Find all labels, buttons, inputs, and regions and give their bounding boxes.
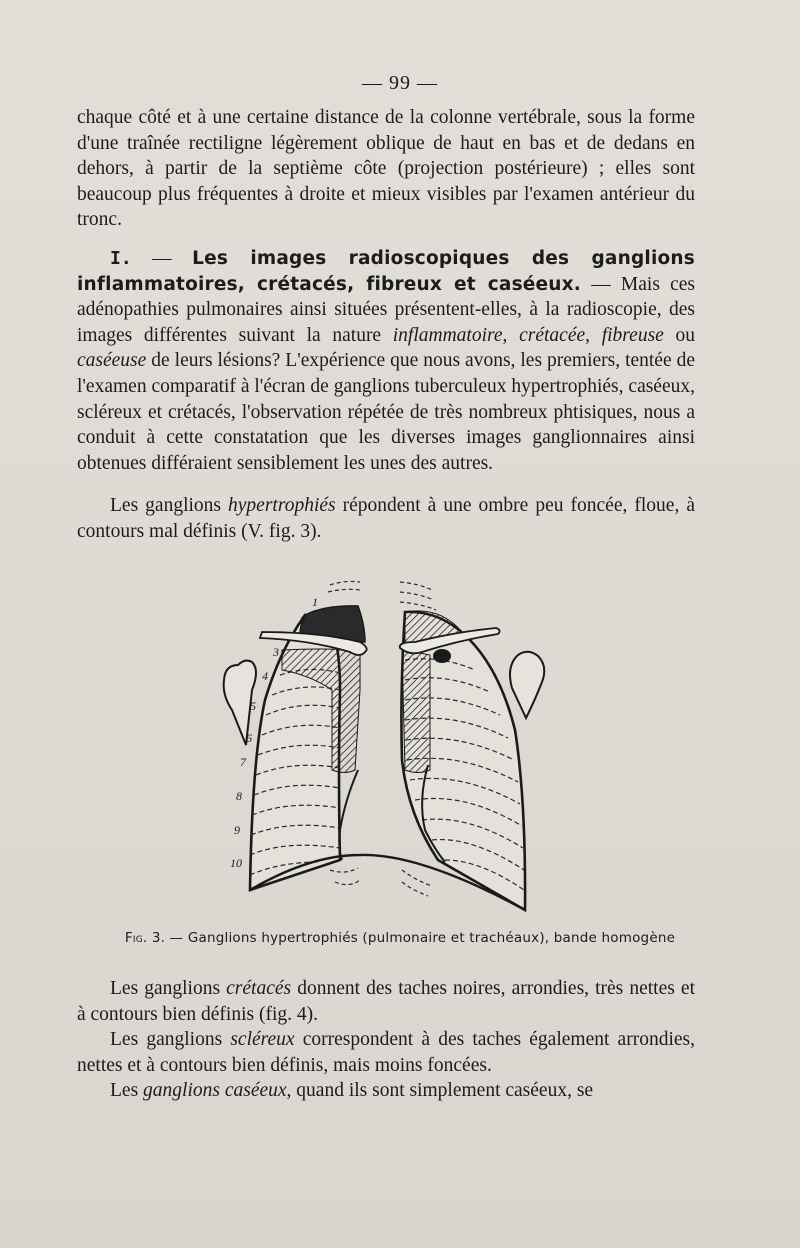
rib-number-7: 7 — [240, 755, 246, 769]
rib-number-10: 10 — [230, 856, 242, 870]
paragraph-hypertrophies — [77, 493, 695, 544]
section-number: I. — [110, 248, 132, 269]
term-caseeuse: caséeuse — [77, 350, 147, 372]
term-ganglions-caseeux: ganglions caséeux — [143, 1080, 287, 1101]
rib-number-5: 5 — [250, 699, 256, 713]
section-paragraph — [77, 246, 695, 476]
text: Les — [110, 1080, 144, 1101]
section-dash: — — [131, 248, 193, 269]
text: donnent des taches noires, arrondies, très nettes et à contours bien définis (fig. 4). — [77, 978, 695, 1025]
term-fibreuse: fibreuse — [601, 324, 664, 346]
caption-text: — Ganglions hypertrophiés (pulmonaire et trachéaux), bande homogène — [165, 930, 676, 946]
rib-number-6: 6 — [246, 731, 252, 745]
rib-number-2: 2 — [300, 613, 306, 627]
separator: ou — [663, 324, 696, 346]
rib-number-4: 4 — [262, 669, 268, 683]
figure-caption — [0, 930, 800, 946]
section-title: Les images radioscopiques des ganglions inflammatoires, crétacés, fibreux et caséeux. — [77, 248, 695, 295]
term-cretaces: crétacés — [226, 978, 292, 999]
rib-number-1: 1 — [312, 595, 318, 609]
rib-number-9: 9 — [234, 823, 240, 837]
rib-number-8: 8 — [236, 789, 242, 803]
text: Les ganglions — [110, 1029, 231, 1050]
section-text-b: de leurs lésions? L'expérience que nous avons, les premiers, tentée de l'examen comparatif à l'écran de ganglions tuberculeux hypertrophiés, caséeux, scléreux et crétacés, l'observation répétée de très nombreux phtisiques, nous a conduit à cette constatation que les diverses images ganglionnaires ainsi obtenues différaient sensiblement les unes des autres. — [77, 350, 695, 474]
rib-number-3: 3 — [273, 645, 279, 659]
text: Les ganglions — [110, 495, 229, 516]
right-scapula — [510, 652, 544, 718]
left-heart-border — [339, 770, 358, 860]
term-cretacee: crétacée — [519, 324, 586, 346]
text: Les ganglions — [110, 978, 227, 999]
section-text-a: — Mais ces adénopathies pulmonaires ainsi situées présentent-elles, à la radioscopie, des images différentes suivant la nature — [77, 273, 696, 346]
figure-thorax-drawing — [200, 570, 600, 920]
paragraph-cretaces — [77, 976, 695, 1027]
term-inflammatoire: inflammatoire — [392, 324, 503, 346]
right-tracheal-band — [402, 650, 430, 773]
text: correspondent à des taches également arrondies, nettes et à contours bien définis, mais moins foncées. — [77, 1029, 695, 1076]
term-hypertrophies: hypertrophiés — [228, 495, 336, 516]
thorax-diagram — [200, 570, 600, 920]
paragraph-continuation — [77, 105, 695, 233]
paragraph-text: chaque côté et à une certaine distance de la colonne vertébrale, sous la forme d'une traînée rectiligne légèrement oblique de haut en bas et de dedans en dehors, à partir de la septième côte (projection postérieure) ; elles sont beaucoup plus fréquentes à droite et mieux visibles par l'examen antérieur du tronc. — [77, 107, 695, 231]
paragraph-caseeux — [77, 1078, 695, 1104]
text: , quand ils sont simplement caséeux, se — [286, 1080, 594, 1101]
text: répondent à une ombre peu foncée, floue, à contours mal définis (V. fig. 3). — [77, 495, 695, 542]
separator: , — [585, 324, 602, 346]
separator: , — [502, 324, 520, 346]
right-hilar-node — [433, 649, 451, 663]
page-number: — 99 — — [362, 72, 438, 94]
term-sclereux: scléreux — [230, 1029, 295, 1050]
caption-figure-label: Fig. 3. — [124, 930, 166, 946]
paragraph-sclereux — [77, 1027, 695, 1078]
